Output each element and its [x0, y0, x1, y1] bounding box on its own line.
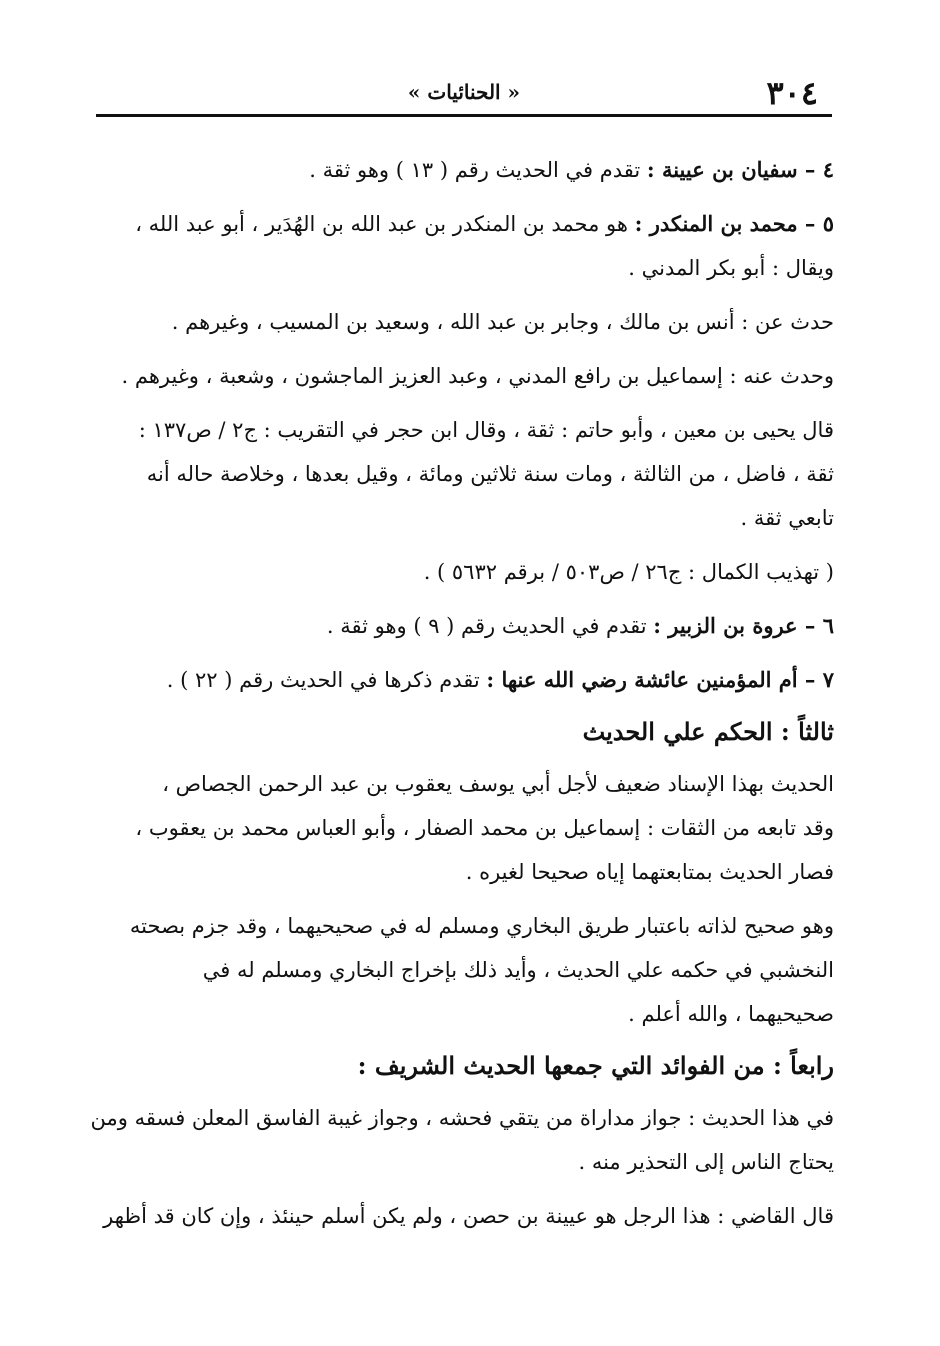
ruling-line: وهو صحيح لذاته باعتبار طريق البخاري ومسلم له في صحيحيهما ، وقد جزم بصحته — [129, 914, 834, 938]
benefits-line: قال القاضي : هذا الرجل هو عيينة بن حصن ، ولم يكن أسلم حينئذ ، وإن كان قد أظهر — [103, 1204, 834, 1228]
benefits-line: يحتاج الناس إلى التحذير منه . — [578, 1150, 834, 1174]
narrator-entry-7 — [100, 658, 834, 702]
narrator-entry-5 — [100, 202, 834, 246]
narrator-note: هو محمد بن المنكدر بن عبد الله بن الهُدَير ، أبو عبد الله ، — [135, 212, 635, 236]
assessment-line: تابعي ثقة . — [740, 506, 834, 530]
citation: ( تهذيب الكمال : ج٢٦ / ص٥٠٣ / برقم ٥٦٣٢ ) . — [423, 560, 834, 584]
narrated-by: وحدث عنه : إسماعيل بن رافع المدني ، وعبد العزيز الماجشون ، وشعبة ، وغيرهم . — [121, 364, 834, 388]
ruling-line: وقد تابعه من الثقات : إسماعيل بن محمد الصفار ، وأبو العباس محمد بن يعقوب ، — [135, 816, 834, 840]
ruling-line: صحيحيهما ، والله أعلم . — [628, 1002, 834, 1026]
page-body — [90, 148, 834, 1238]
section-heading-ruling: ثالثاً : الحكم علي الحديث — [582, 717, 834, 746]
assessment-line: قال يحيى بن معين ، وأبو حاتم : ثقة ، وقال ابن حجر في التقريب : ج٢ / ص١٣٧ : — [138, 418, 834, 442]
narrator-entry-5-continued: ويقال : أبو بكر المدني . — [628, 256, 834, 280]
benefits-line: في هذا الحديث : جواز مداراة من يتقي فحشه ، وجواز غيبة الفاسق المعلن فسقه ومن — [90, 1106, 834, 1130]
section-heading-benefits: رابعاً : من الفوائد التي جمعها الحديث الشريف : — [357, 1051, 834, 1080]
narrator-name: ٥ – محمد بن المنكدر : — [634, 211, 834, 236]
narrator-note: تقدم ذكرها في الحديث رقم ( ٢٢ ) . — [166, 668, 487, 692]
narrator-name: ٦ – عروة بن الزبير : — [653, 613, 834, 638]
narrator-entry-4 — [100, 148, 834, 192]
narrator-name: ٧ – أم المؤمنين عائشة رضي الله عنها : — [486, 667, 834, 692]
ruling-line: الحديث بهذا الإسناد ضعيف لأجل أبي يوسف يعقوب بن عبد الرحمن الجصاص ، — [162, 772, 834, 796]
narrator-note: تقدم في الحديث رقم ( ١٣ ) وهو ثقة . — [309, 158, 647, 182]
running-title: « الحنائيات » — [407, 80, 521, 104]
page-number: ٣٠٤ — [766, 74, 818, 112]
ruling-line: النخشبي في حكمه علي الحديث ، وأيد ذلك بإخراج البخاري ومسلم له في — [202, 958, 834, 982]
page-header — [96, 70, 832, 117]
assessment-line: ثقة ، فاضل ، من الثالثة ، ومات سنة ثلاثين ومائة ، وقيل بعدها ، وخلاصة حاله أنه — [146, 462, 834, 486]
narrator-entry-6 — [100, 604, 834, 648]
ruling-line: فصار الحديث بمتابعتهما إياه صحيحا لغيره . — [465, 860, 834, 884]
narrator-name: ٤ – سفيان بن عيينة : — [646, 157, 834, 182]
narrated-from: حدث عن : أنس بن مالك ، وجابر بن عبد الله ، وسعيد بن المسيب ، وغيرهم . — [171, 310, 834, 334]
narrator-note: تقدم في الحديث رقم ( ٩ ) وهو ثقة . — [326, 614, 654, 638]
